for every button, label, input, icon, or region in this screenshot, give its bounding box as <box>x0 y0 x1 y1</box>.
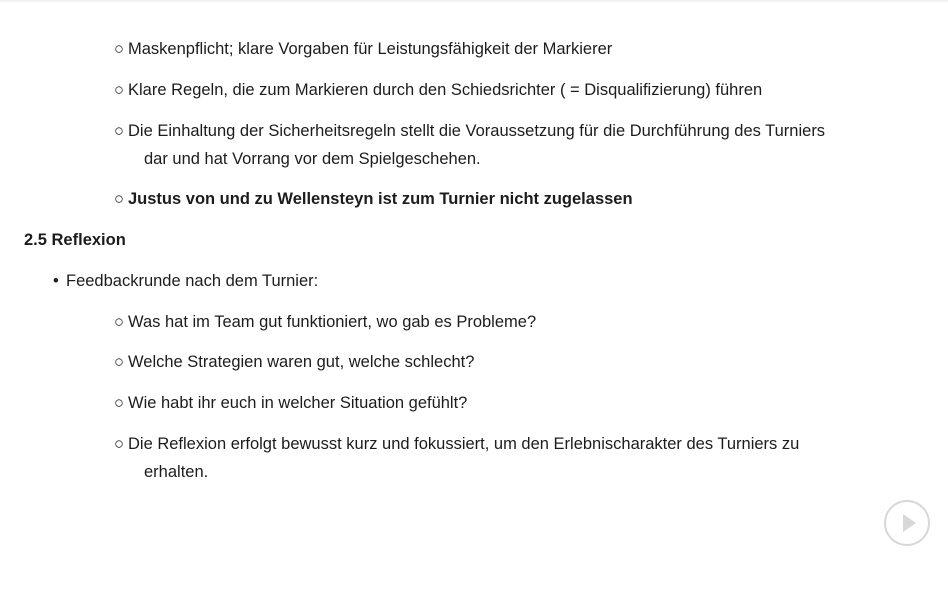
list-marker: ○ <box>114 394 124 412</box>
list-item-text: Justus von und zu Wellensteyn ist zum Turnier nicht zugelassen <box>128 190 633 208</box>
list-item-text: Was hat im Team gut funktioniert, wo gab es Probleme? <box>128 313 537 331</box>
list-marker: ○ <box>114 81 124 99</box>
play-icon <box>886 502 928 544</box>
list-item-team <box>114 308 536 336</box>
bullet-item-feedbackrunde <box>53 267 318 295</box>
list-item-text: Wie habt ihr euch in welcher Situation gefühlt? <box>128 394 468 412</box>
list-item-text-line2: dar und hat Vorrang vor dem Spielgeschehen. <box>144 150 481 168</box>
list-item-sicherheitsregeln-continued <box>144 145 481 173</box>
list-item-sicherheitsregeln <box>114 117 825 145</box>
bullet-marker: • <box>53 272 59 290</box>
list-marker: ○ <box>114 435 124 453</box>
list-item-justus <box>114 185 633 213</box>
list-item-strategien <box>114 348 474 376</box>
list-marker: ○ <box>114 122 124 140</box>
bullet-item-text: Feedbackrunde nach dem Turnier: <box>66 272 319 290</box>
list-item-text: Klare Regeln, die zum Markieren durch den Schiedsrichter ( = Disqualifizierung) führen <box>128 81 763 99</box>
top-edge-shadow <box>0 0 948 3</box>
list-item-gefuehlt <box>114 389 467 417</box>
list-marker: ○ <box>114 190 124 208</box>
list-item-text-line1: Die Reflexion erfolgt bewusst kurz und fokussiert, um den Erlebnischarakter des Turniers zu <box>128 435 800 453</box>
list-marker: ○ <box>114 313 124 331</box>
list-item-klare-regeln <box>114 76 762 104</box>
list-marker: ○ <box>114 353 124 371</box>
list-item-text: Maskenpflicht; klare Vorgaben für Leistungsfähigkeit der Markierer <box>128 40 613 58</box>
play-button[interactable] <box>884 500 930 546</box>
list-item-reflexion-kurz-continued <box>144 458 208 486</box>
list-marker: ○ <box>114 40 124 58</box>
list-item-text: Welche Strategien waren gut, welche schlecht? <box>128 353 475 371</box>
list-item-text-line1: Die Einhaltung der Sicherheitsregeln stellt die Voraussetzung für die Durchführung des Turniers <box>128 122 826 140</box>
list-item-reflexion-kurz <box>114 430 799 458</box>
list-item-text-line2: erhalten. <box>144 463 209 481</box>
list-item-maskenpflicht <box>114 35 612 63</box>
section-heading: 2.5 Reflexion <box>24 231 126 249</box>
